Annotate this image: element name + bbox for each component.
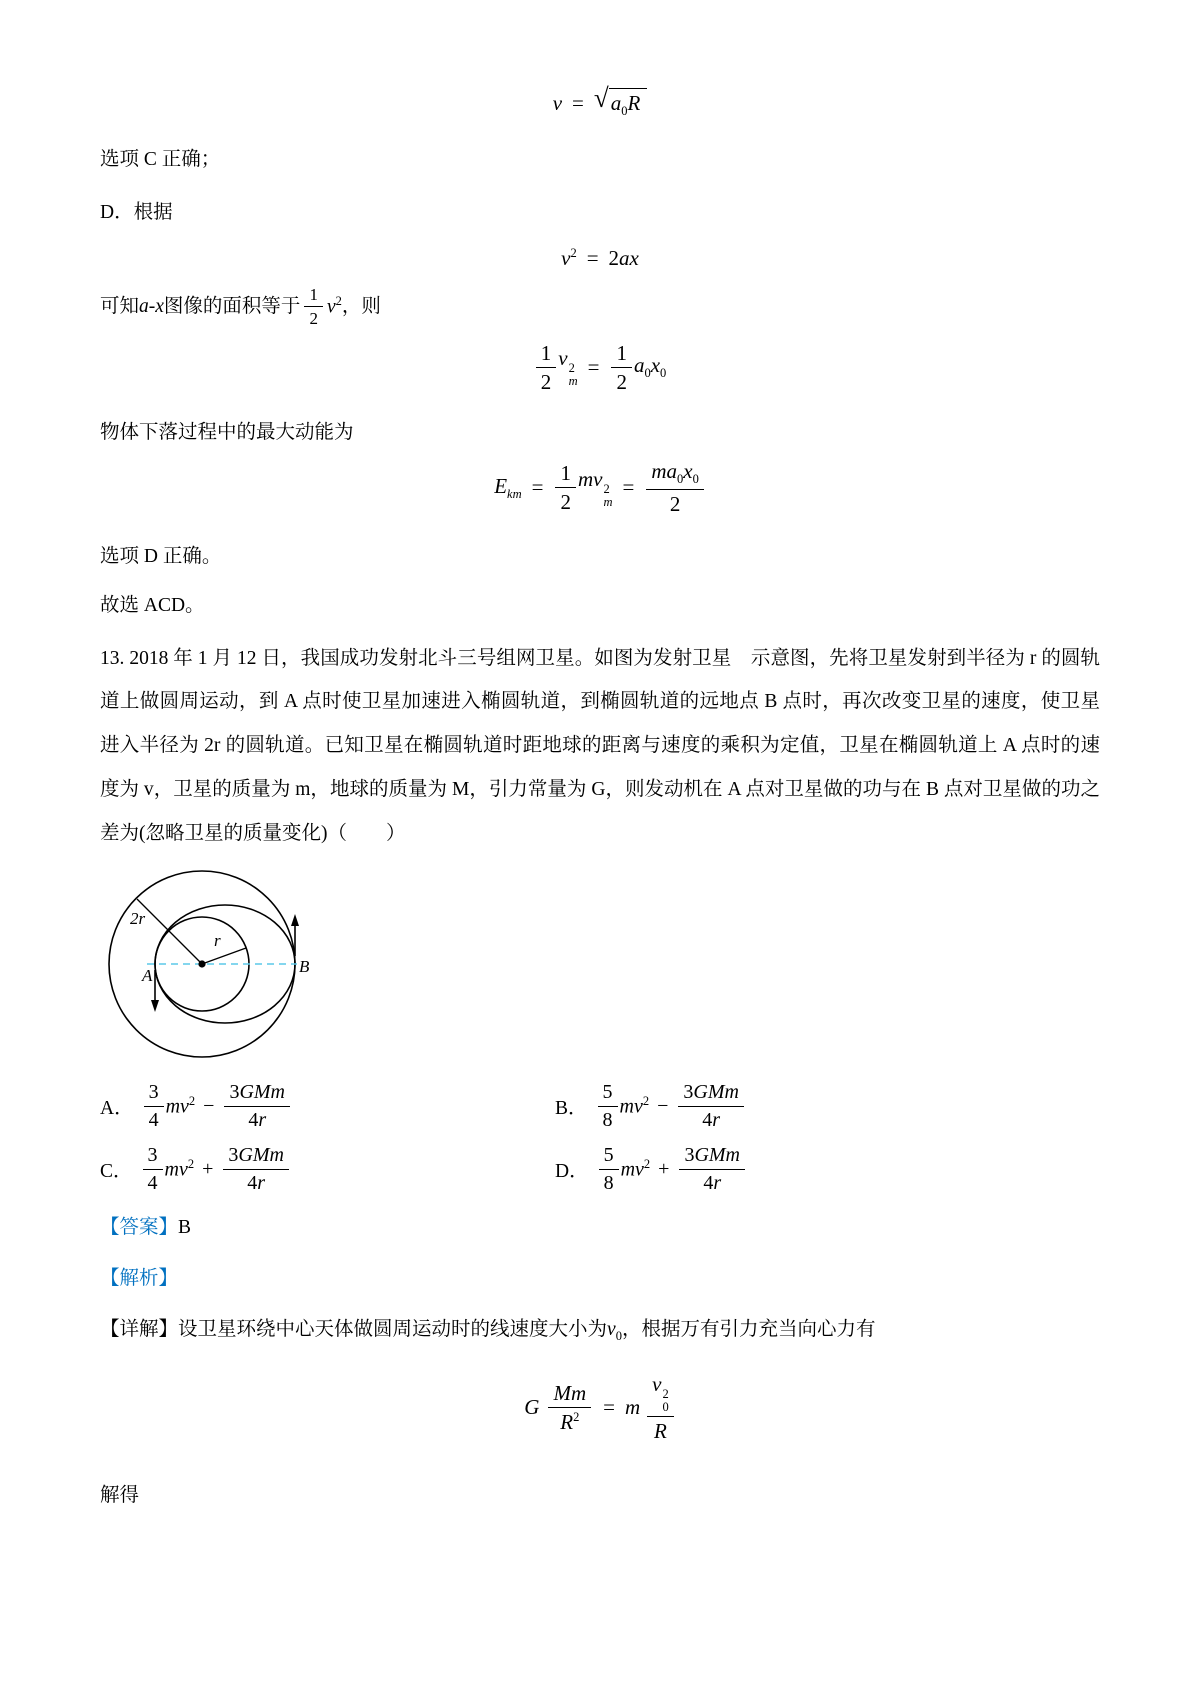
detail-label: 【详解】 xyxy=(100,1319,179,1341)
question-13-text: 13. 2018 年 1 月 12 日，我国成功发射北斗三号组网卫星。如图为发射卫星 示意图，先将卫星发射到半径为 r 的圆轨道上做圆周运动，到 A 点时使卫星加速进入椭圆轨道，到椭圆轨道的远地点 B 点时，再次改变卫星的速度，使卫星进入半径为 2r 的圆轨道。已知卫星在椭圆轨道时距地球的距离与速度的乘积为定值，卫星在椭圆轨道上 A 点时的速度为 v，卫星的质量为 m，地球的质量为 M，引力常量为 G，则发动机在 A 点对卫星做的功与在 B 点对卫星做的功之差为(忽略卫星的质量变化)（ ） xyxy=(100,647,1100,845)
operator: + xyxy=(202,1157,214,1180)
fraction: $\frac{\text{3GMm}}{4r}$ xyxy=(679,1144,745,1195)
fraction-half: $\frac{1}{2}$ xyxy=(555,461,576,514)
lhs-v2: $v^2$ xyxy=(561,245,577,270)
solve-statement: 解得 xyxy=(100,1485,140,1507)
formula-gravity-centripetal xyxy=(100,1372,1100,1443)
fraction: $\frac{5}{8}$ xyxy=(599,1144,619,1195)
fraction: $\frac{\text{3GMm}}{4r}$ xyxy=(224,1081,290,1132)
operator: − xyxy=(657,1094,669,1117)
R-squared: $R^2$ xyxy=(560,1410,580,1435)
detail-line: 【详解】设卫星环绕中心天体做圆周运动时的线速度大小为$v_0$，根据万有引力充当向心力有 xyxy=(100,1319,876,1344)
label-B: B xyxy=(299,956,310,976)
formula-v2-2ax xyxy=(100,246,1100,271)
option-label: A． xyxy=(100,1098,134,1120)
option-a xyxy=(100,1081,555,1132)
option-d xyxy=(555,1144,1100,1195)
mvm2-term: mv 2 m xyxy=(577,466,613,509)
analysis-line xyxy=(100,1264,1100,1293)
equals-sign: = xyxy=(586,245,599,270)
velocity-arrowhead-b xyxy=(291,914,299,926)
radius-line-2r xyxy=(137,899,202,964)
lhs-v: v xyxy=(552,91,563,116)
mv2-term: $mv^2$ xyxy=(619,1094,650,1118)
fraction: $\frac{\text{3GMm}}{4r}$ xyxy=(223,1144,289,1195)
Ekm-term: $E_{km}$ xyxy=(494,473,522,501)
equals-sign: = xyxy=(622,475,635,500)
equals-sign: = xyxy=(531,475,544,500)
a0x0-term: $a_0x_0$ xyxy=(633,353,667,381)
equals-sign: = xyxy=(572,91,584,116)
statement-option-c-correct: 选项 C 正确； xyxy=(100,149,221,171)
vm2-term: v 2 m xyxy=(558,346,578,389)
formula-v-sqrt xyxy=(100,83,1100,119)
option-label: C． xyxy=(100,1161,133,1183)
velocity-arrowhead-a xyxy=(151,1000,159,1012)
fraction: $\frac{3}{4}$ xyxy=(143,1144,163,1195)
option-label: B． xyxy=(555,1098,588,1120)
analysis-label: 【解析】 xyxy=(100,1268,179,1290)
rhs-2ax: 2ax xyxy=(608,245,639,270)
orbit-diagram-wrap xyxy=(106,868,1100,1071)
operator: + xyxy=(658,1157,670,1180)
label-r: r xyxy=(214,930,221,950)
fraction-Mm-R2: $\frac{Mm}{R^2}$ xyxy=(548,1381,591,1434)
answer-line xyxy=(100,1213,1100,1242)
fraction-half: $\frac{1}{2}$ xyxy=(611,341,632,394)
option-label: D． xyxy=(555,1161,589,1183)
option-b xyxy=(555,1081,1100,1132)
operator: − xyxy=(203,1094,215,1117)
var-m: m xyxy=(624,1395,641,1420)
label-A: A xyxy=(142,965,153,985)
statement-final-choice: 故选 ACD。 xyxy=(100,595,205,617)
v0-squared: v 2 0 xyxy=(647,1372,674,1417)
mv2-term: $mv^2$ xyxy=(164,1157,195,1181)
option-c xyxy=(100,1144,555,1195)
v-squared-term: $v^2$ xyxy=(326,293,342,318)
fraction-half: $\frac{1}{2}$ xyxy=(536,341,557,394)
statement-area: 可知 a-x 图像的面积等于 $\frac{1}{2}$ $v^2$ ，则 xyxy=(100,284,381,329)
radical-expression xyxy=(593,83,647,119)
fraction: $\frac{3}{4}$ xyxy=(144,1081,164,1132)
mv2-term: $mv^2$ xyxy=(620,1157,651,1181)
equals-sign: = xyxy=(603,1395,615,1420)
fraction-ma0x0-over-2: $\frac{ma_0x_0}{2}$ xyxy=(646,459,704,516)
options-grid xyxy=(100,1081,1100,1195)
half-fraction: $\frac{1}{2}$ xyxy=(304,285,323,329)
statement-option-d-header: D．根据 xyxy=(100,202,173,224)
var-G: G xyxy=(524,1395,540,1420)
fraction: $\frac{5}{8}$ xyxy=(598,1081,618,1132)
mv2-term: $mv^2$ xyxy=(165,1094,196,1118)
answer-label: 【答案】 xyxy=(100,1216,179,1238)
var-ax: a-x xyxy=(139,296,164,318)
orbit-diagram xyxy=(106,868,341,1066)
equals-sign: = xyxy=(587,354,600,379)
fraction: $\frac{\text{3GMm}}{4r}$ xyxy=(678,1081,744,1132)
statement-max-ke: 物体下落过程中的最大动能为 xyxy=(100,422,354,444)
formula-half-vm2 xyxy=(100,341,1100,394)
answer-value: B xyxy=(178,1216,192,1238)
statement-option-d-correct: 选项 D 正确。 xyxy=(100,546,222,568)
radicand-a0R: $a_0R$ xyxy=(609,88,648,119)
formula-ekm xyxy=(100,459,1100,516)
radical-sign: √ xyxy=(593,83,609,113)
var-v0: v xyxy=(607,1319,616,1341)
fraction-v02-R: v 2 0 R xyxy=(647,1372,674,1443)
radius-line-r xyxy=(202,948,246,964)
label-2r: 2r xyxy=(130,908,146,928)
